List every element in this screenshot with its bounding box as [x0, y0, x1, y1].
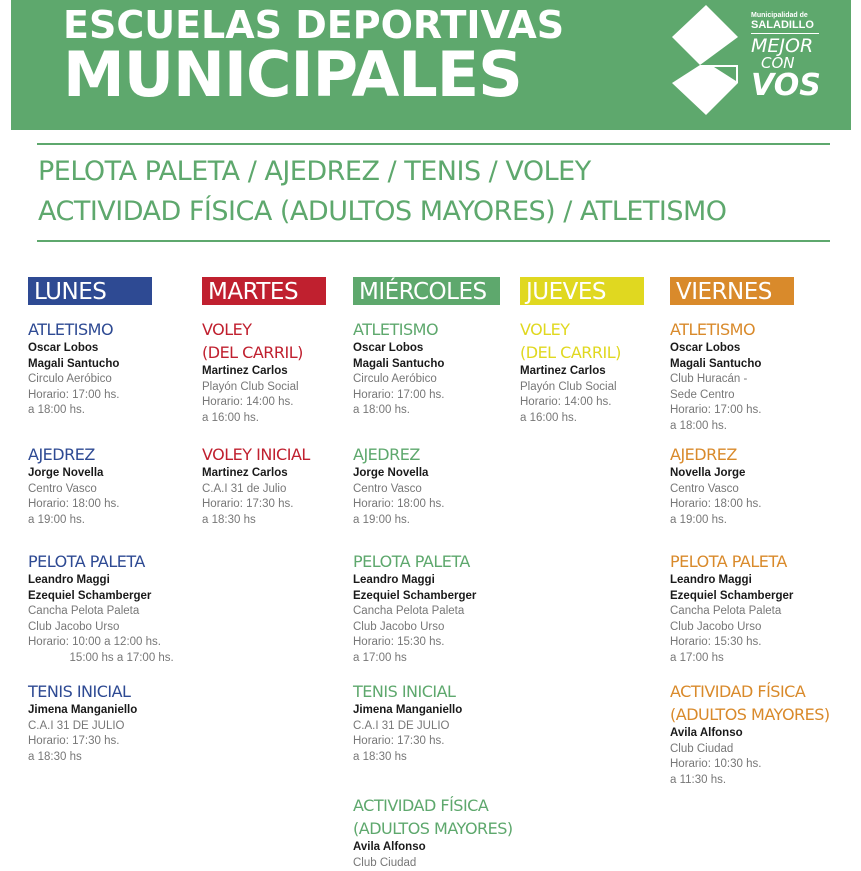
activity-info: a 16:00 hs.	[520, 411, 720, 427]
activity-info: Horario: 14:00 hs.	[202, 395, 402, 411]
instructor-name: Leandro Maggi	[670, 573, 861, 589]
day-label: JUEVES	[520, 277, 644, 305]
activity-name: TENIS INICIAL	[28, 680, 228, 703]
activity-info: Horario: 17:00 hs.	[670, 403, 861, 419]
instructor-name: Leandro Maggi	[28, 573, 228, 589]
activity-info: Horario: 10:00 a 12:00 hs.	[28, 635, 228, 651]
activity-info: Horario: 18:00 hs.	[353, 497, 553, 513]
day-header-1	[202, 277, 326, 305]
activity-info: a 18:00 hs.	[28, 403, 228, 419]
day-header-3	[520, 277, 644, 305]
activity-info: a 17:00 hs	[670, 651, 861, 667]
activity-info: Club Huracán -	[670, 372, 861, 388]
activity-info: Club Jacobo Urso	[353, 620, 553, 636]
day-header-2	[353, 277, 500, 305]
instructor-name: Magali Santucho	[670, 357, 861, 373]
day-label: MIÉRCOLES	[353, 277, 500, 305]
instructor-name: Martinez Carlos	[202, 364, 402, 380]
instructor-name: Magali Santucho	[28, 357, 228, 373]
instructor-name: Avila Alfonso	[353, 840, 553, 856]
activity-info: Cancha Pelota Paleta	[353, 604, 553, 620]
divider-bottom	[37, 240, 830, 242]
activity-info: Horario: 15:30 hs.	[353, 635, 553, 651]
day-header-0	[28, 277, 152, 305]
activity-info: Club Jacobo Urso	[28, 620, 228, 636]
instructor-name: Oscar Lobos	[670, 341, 861, 357]
activity-info: Club Jacobo Urso	[670, 620, 861, 636]
activity-info: Horario: 17:30 hs.	[202, 497, 402, 513]
instructor-name: Oscar Lobos	[28, 341, 228, 357]
activity-info: Centro Vasco	[28, 482, 228, 498]
activity-name: VOLEY INICIAL	[202, 443, 402, 466]
instructor-name: Jorge Novella	[353, 466, 553, 482]
activity-block	[353, 550, 553, 666]
activity-info: Horario: 10:30 hs.	[670, 757, 861, 773]
activity-name: (DEL CARRIL)	[202, 341, 402, 364]
day-header-4	[670, 277, 794, 305]
activity-info: Horario: 14:00 hs.	[520, 395, 720, 411]
activity-info: a 19:00 hs.	[28, 513, 228, 529]
instructor-name: Novella Jorge	[670, 466, 861, 482]
logo-slogan-vos: VOS	[751, 71, 821, 101]
activity-name: ATLETISMO	[353, 318, 553, 341]
activity-info: Centro Vasco	[670, 482, 861, 498]
activity-name: (ADULTOS MAYORES)	[353, 817, 553, 840]
activity-name: ATLETISMO	[28, 318, 228, 341]
activity-name: (ADULTOS MAYORES)	[670, 703, 861, 726]
instructor-name: Jorge Novella	[28, 466, 228, 482]
activity-info: a 18:00 hs.	[353, 403, 553, 419]
activity-info: a 19:00 hs.	[353, 513, 553, 529]
activity-info: a 18:30 hs	[202, 513, 402, 529]
logo-slogan-mejor: MEJOR	[751, 37, 821, 56]
activity-name: PELOTA PALETA	[353, 550, 553, 573]
day-label: LUNES	[28, 277, 152, 305]
logo-text	[751, 12, 821, 101]
activity-info: Club Ciudad	[670, 742, 861, 758]
day-label: VIERNES	[670, 277, 794, 305]
subtitle-line-1: PELOTA PALETA / AJEDREZ / TENIS / VOLEY	[38, 156, 591, 187]
activity-block	[28, 680, 228, 765]
activity-info: C.A.I 31 DE JULIO	[28, 719, 228, 735]
logo-municipalidad: Municipalidad de	[751, 12, 821, 19]
activity-info: 15:00 hs a 17:00 hs.	[28, 651, 228, 667]
activity-info: Centro Vasco	[353, 482, 553, 498]
divider-top	[37, 143, 830, 145]
activity-name: PELOTA PALETA	[670, 550, 861, 573]
instructor-name: Ezequiel Schamberger	[670, 589, 861, 605]
instructor-name: Leandro Maggi	[353, 573, 553, 589]
activity-info: Horario: 17:00 hs.	[353, 388, 553, 404]
activity-name: ACTIVIDAD FÍSICA	[670, 680, 861, 703]
activity-info: a 19:00 hs.	[670, 513, 861, 529]
day-label: MARTES	[202, 277, 326, 305]
title-line-1: ESCUELAS DEPORTIVAS	[63, 3, 564, 47]
activity-info: a 18:30 hs	[28, 750, 228, 766]
activity-info: Playón Club Social	[520, 380, 720, 396]
activity-info: a 16:00 hs.	[202, 411, 402, 427]
activity-block	[353, 794, 553, 871]
activity-info: Horario: 17:00 hs.	[28, 388, 228, 404]
activity-info: Horario: 17:30 hs.	[28, 734, 228, 750]
activity-info: Horario: 18:00 hs.	[28, 497, 228, 513]
header-banner	[11, 0, 851, 130]
instructor-name: Jimena Manganiello	[28, 703, 228, 719]
activity-block	[670, 680, 861, 788]
activity-info: C.A.I 31 DE JULIO	[353, 719, 553, 735]
activity-name: AJEDREZ	[670, 443, 861, 466]
activity-info: Club Ciudad	[353, 856, 553, 871]
activity-info: a 17:00 hs	[353, 651, 553, 667]
activity-block	[670, 550, 861, 666]
activity-name: PELOTA PALETA	[28, 550, 228, 573]
activity-info: Sede Centro	[670, 388, 861, 404]
instructor-name: Ezequiel Schamberger	[353, 589, 553, 605]
activity-info: C.A.I 31 de Julio	[202, 482, 402, 498]
activity-info: Horario: 15:30 hs.	[670, 635, 861, 651]
activity-block	[28, 550, 228, 666]
activity-block	[353, 443, 553, 528]
activity-block	[28, 443, 228, 528]
activity-block	[353, 680, 553, 765]
instructor-name: Oscar Lobos	[353, 341, 553, 357]
activity-info: Circulo Aeróbico	[28, 372, 228, 388]
activity-name: AJEDREZ	[353, 443, 553, 466]
activity-info: Horario: 18:00 hs.	[670, 497, 861, 513]
instructor-name: Ezequiel Schamberger	[28, 589, 228, 605]
activity-block	[670, 318, 861, 434]
instructor-name: Magali Santucho	[353, 357, 553, 373]
activity-name: VOLEY	[520, 318, 720, 341]
activity-info: a 11:30 hs.	[670, 773, 861, 789]
activity-block	[28, 318, 228, 419]
activity-info: a 18:30 hs	[353, 750, 553, 766]
instructor-name: Jimena Manganiello	[353, 703, 553, 719]
activity-info: Cancha Pelota Paleta	[670, 604, 861, 620]
activity-info: Horario: 17:30 hs.	[353, 734, 553, 750]
saladillo-logo-icon	[666, 5, 741, 115]
activity-name: AJEDREZ	[28, 443, 228, 466]
activity-info: Cancha Pelota Paleta	[28, 604, 228, 620]
activity-block	[670, 443, 861, 528]
activity-name: TENIS INICIAL	[353, 680, 553, 703]
title-line-2: MUNICIPALES	[63, 44, 522, 106]
instructor-name: Martinez Carlos	[520, 364, 720, 380]
logo-saladillo: SALADILLO	[751, 19, 819, 34]
instructor-name: Martinez Carlos	[202, 466, 402, 482]
instructor-name: Avila Alfonso	[670, 726, 861, 742]
activity-name: ATLETISMO	[670, 318, 861, 341]
logo-slogan-con: CON	[761, 56, 821, 71]
activity-name: VOLEY	[202, 318, 402, 341]
activity-info: Playón Club Social	[202, 380, 402, 396]
activity-name: ACTIVIDAD FÍSICA	[353, 794, 553, 817]
activity-info: a 18:00 hs.	[670, 419, 861, 435]
activity-name: (DEL CARRIL)	[520, 341, 720, 364]
subtitle-line-2: ACTIVIDAD FÍSICA (ADULTOS MAYORES) / ATLETISMO	[38, 196, 727, 227]
activity-info: Circulo Aeróbico	[353, 372, 553, 388]
